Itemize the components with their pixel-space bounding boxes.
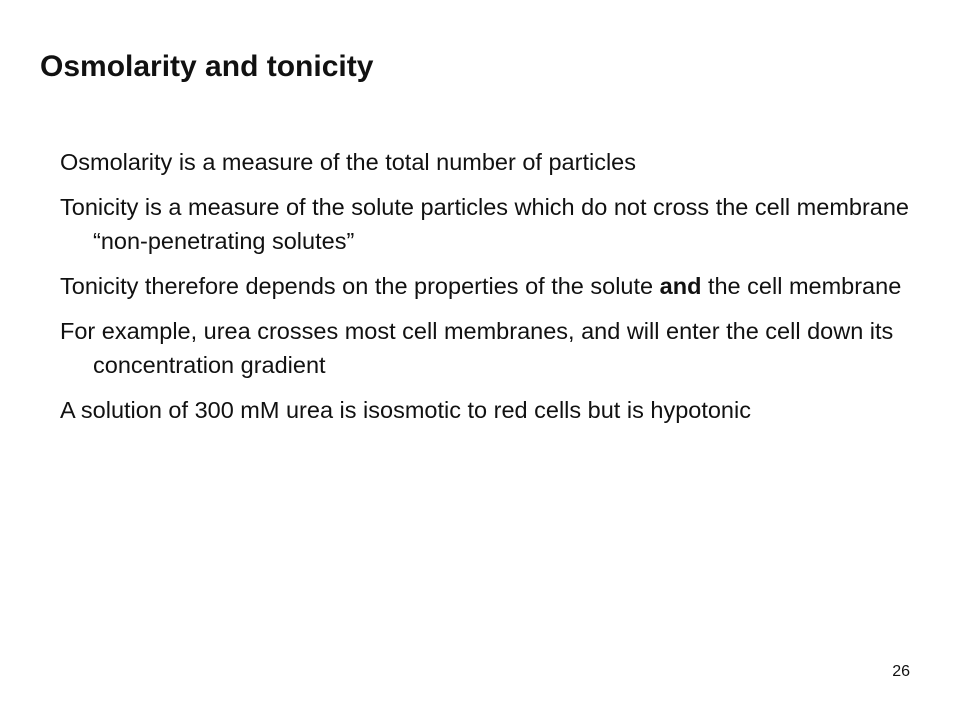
paragraph-urea-solution: A solution of 300 mM urea is isosmotic to red cells but is hypotonic [60,397,751,423]
emphasis-and: and [659,273,702,299]
page-number: 26 [892,663,910,680]
paragraph-text-after: the cell membrane [701,273,902,299]
paragraph-urea-example: For example, urea crosses most cell membranes, and will enter the cell down its concentration gradient [60,318,894,378]
slide-body [60,145,920,438]
slide-title: Osmolarity and tonicity [40,50,374,83]
paragraph-text-before: Tonicity therefore depends on the properties of the solute [60,273,660,299]
paragraph-tonicity-depends [60,269,920,303]
paragraph-osmolarity: Osmolarity is a measure of the total number of particles [60,149,636,175]
paragraph-tonicity-definition: Tonicity is a measure of the solute particles which do not cross the cell membrane “non-penetrating solutes” [60,194,910,254]
